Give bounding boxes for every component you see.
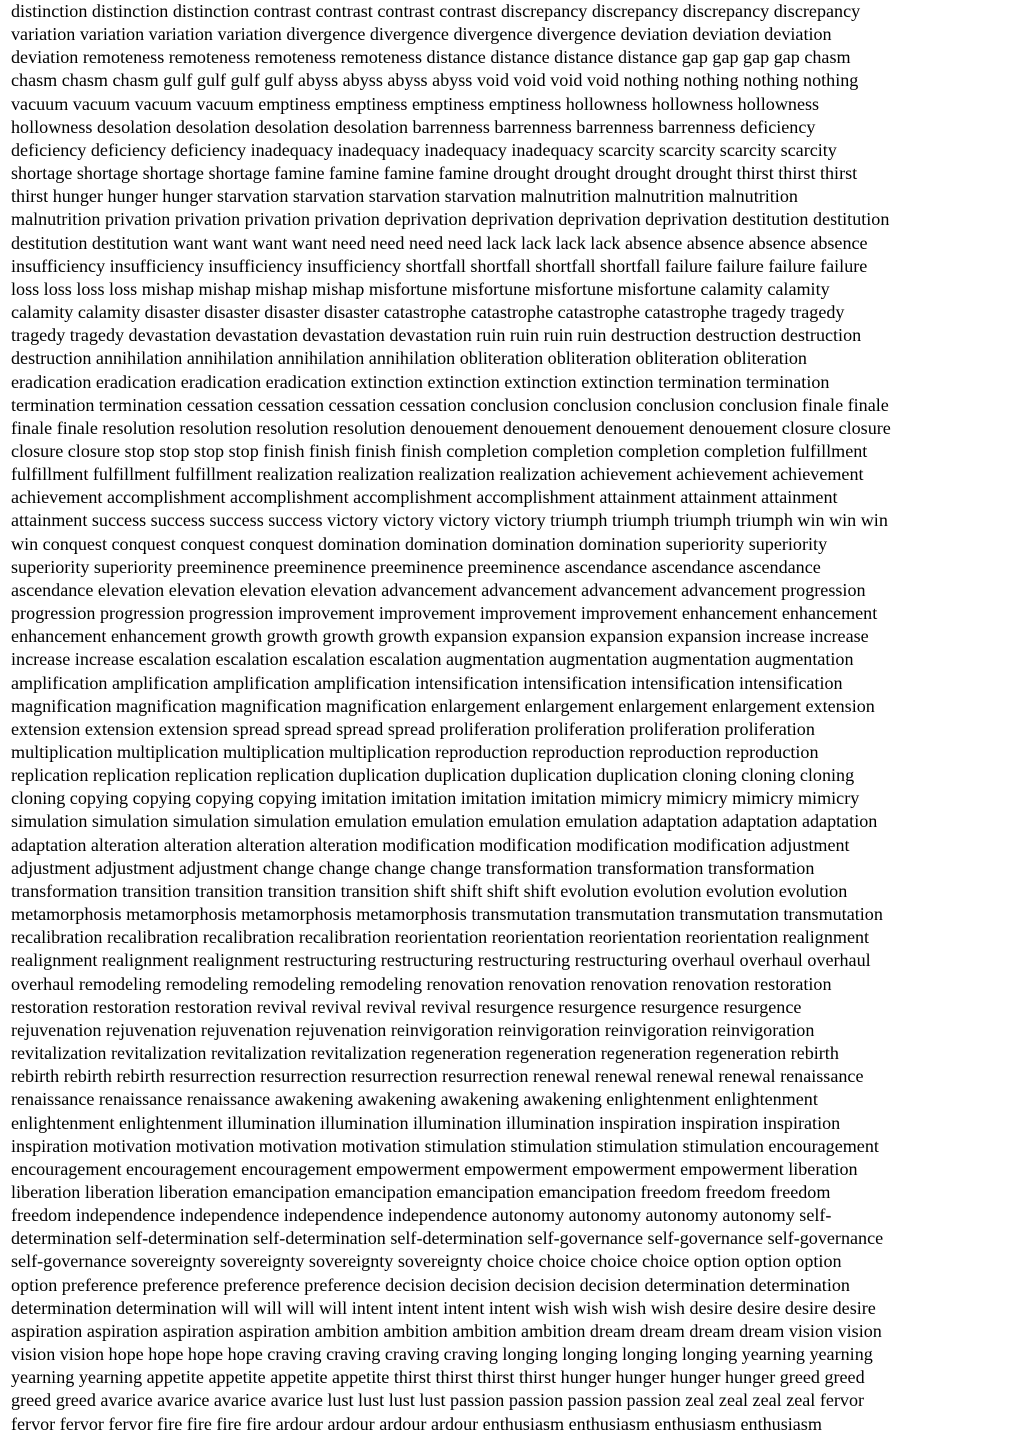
text-line: increase increase escalation escalation escalation escalation augmentation augmentation augmentation augmentation [11, 649, 854, 670]
text-line: self-governance sovereignty sovereignty sovereignty sovereignty choice choice choice choice option option option [11, 1251, 842, 1272]
text-line: fervor fervor fervor fire fire fire fire ardour ardour ardour ardour enthusiasm enthusiasm enthusiasm enthusiasm [11, 1413, 822, 1434]
text-line: determination self-determination self-determination self-determination self-governance self-governance self-governance [11, 1228, 884, 1249]
text-line: eradication eradication eradication eradication extinction extinction extinction extinction termination termination [11, 371, 830, 392]
text-line: tragedy tragedy devastation devastation devastation devastation ruin ruin ruin ruin destruction destruction destruction [11, 325, 862, 346]
text-line: fulfillment fulfillment fulfillment realization realization realization realization achievement achievement achievement [11, 464, 864, 485]
text-line: hollowness desolation desolation desolation desolation barrenness barrenness barrenness barrenness deficiency [11, 116, 816, 137]
text-line: achievement accomplishment accomplishment accomplishment accomplishment attainment attainment attainment [11, 487, 838, 508]
text-line: magnification magnification magnification magnification enlargement enlargement enlargement enlargement extension [11, 695, 875, 716]
text-line: amplification amplification amplification amplification intensification intensification intensification intensification [11, 672, 843, 693]
text-line: yearning yearning appetite appetite appetite appetite thirst thirst thirst thirst hunger hunger hunger hunger greed greed [11, 1367, 865, 1388]
body-paragraph [11, 0, 1016, 1436]
text-line: vision vision hope hope hope hope craving craving craving craving longing longing longing longing yearning yearning [11, 1344, 873, 1365]
text-line: encouragement encouragement encouragement empowerment empowerment empowerment empowerment liberation [11, 1158, 858, 1179]
text-line: variation variation variation variation divergence divergence divergence divergence deviation deviation deviation [11, 24, 832, 45]
text-line: termination termination cessation cessation cessation cessation conclusion conclusion conclusion conclusion finale finale [11, 394, 889, 415]
text-line: progression progression progression improvement improvement improvement improvement enhancement enhancement [11, 603, 878, 624]
text-line: aspiration aspiration aspiration aspiration ambition ambition ambition ambition dream dream dream dream vision vision [11, 1320, 882, 1341]
text-line: renaissance renaissance renaissance awakening awakening awakening awakening enlightenment enlightenment [11, 1089, 818, 1110]
text-line: extension extension extension spread spread spread spread proliferation proliferation proliferation proliferation [11, 718, 815, 739]
text-line: transformation transition transition transition transition shift shift shift shift evolution evolution evolution evolution [11, 880, 848, 901]
text-line: loss loss loss loss mishap mishap mishap mishap misfortune misfortune misfortune misfortune calamity calamity [11, 278, 830, 299]
text-line: deficiency deficiency deficiency inadequacy inadequacy inadequacy inadequacy scarcity scarcity scarcity scarcity [11, 139, 837, 160]
text-line: rebirth rebirth rebirth resurrection resurrection resurrection resurrection renewal renewal renewal renewal renaissance [11, 1066, 864, 1087]
text-line: closure closure stop stop stop stop finish finish finish finish completion completion completion completion fulfillment [11, 440, 868, 461]
text-line: metamorphosis metamorphosis metamorphosis metamorphosis transmutation transmutation transmutation transmutation [11, 904, 883, 925]
text-line: revitalization revitalization revitalization revitalization regeneration regeneration regeneration regeneration rebirth [11, 1043, 839, 1064]
text-line: overhaul remodeling remodeling remodeling remodeling renovation renovation renovation renovation restoration [11, 973, 832, 994]
text-line: chasm chasm chasm gulf gulf gulf gulf abyss abyss abyss abyss void void void void nothing nothing nothing nothing [11, 70, 859, 91]
text-line: calamity calamity disaster disaster disaster disaster catastrophe catastrophe catastrophe catastrophe tragedy tragedy [11, 302, 845, 323]
text-line: enhancement enhancement growth growth growth growth expansion expansion expansion expansion increase increase [11, 626, 869, 647]
text-line: superiority superiority preeminence preeminence preeminence preeminence ascendance ascendance ascendance [11, 556, 821, 577]
text-line: insufficiency insufficiency insufficiency insufficiency shortfall shortfall shortfall shortfall failure failure failure failure [11, 255, 868, 276]
text-line: attainment success success success success victory victory victory victory triumph triumph triumph triumph win win win [11, 510, 888, 531]
text-line: finale finale resolution resolution resolution resolution denouement denouement denouement denouement closure closure [11, 417, 891, 438]
text-line: cloning copying copying copying copying imitation imitation imitation imitation mimicry mimicry mimicry mimicry [11, 788, 860, 809]
text-line: destruction annihilation annihilation annihilation annihilation obliteration obliteration obliteration obliteration [11, 348, 807, 369]
text-line: realignment realignment realignment restructuring restructuring restructuring restructuring overhaul overhaul overhaul [11, 950, 871, 971]
text-line: inspiration motivation motivation motivation motivation stimulation stimulation stimulation stimulation encouragement [11, 1135, 879, 1156]
text-line: determination determination will will will will intent intent intent intent wish wish wish wish desire desire desire desire [11, 1297, 876, 1318]
text-line: multiplication multiplication multiplication multiplication reproduction reproduction reproduction reproduction [11, 742, 819, 762]
text-line: malnutrition privation privation privation privation deprivation deprivation deprivation deprivation destitution destitution [11, 209, 890, 230]
text-line: greed greed avarice avarice avarice avarice lust lust lust lust passion passion passion passion zeal zeal zeal zeal fervor [11, 1390, 865, 1411]
text-line: freedom independence independence independence independence autonomy autonomy autonomy autonomy self- [11, 1205, 832, 1226]
text-line: option preference preference preference preference decision decision decision decision determination determination [11, 1274, 850, 1295]
text-line: thirst hunger hunger hunger starvation starvation starvation starvation malnutrition malnutrition malnutrition [11, 186, 798, 207]
text-line: shortage shortage shortage shortage famine famine famine famine drought drought drought drought thirst thirst thirst [11, 163, 858, 184]
text-line: replication replication replication replication duplication duplication duplication duplication cloning cloning cloning [11, 765, 855, 786]
text-line: restoration restoration restoration revival revival revival revival resurgence resurgence resurgence resurgence [11, 996, 802, 1017]
text-line: liberation liberation liberation emancipation emancipation emancipation emancipation freedom freedom freedom [11, 1181, 831, 1202]
text-line: adjustment adjustment adjustment change change change change transformation transformation transformation [11, 857, 815, 878]
text-line: adaptation alteration alteration alteration alteration modification modification modification modification adjustment [11, 834, 850, 855]
text-line: deviation remoteness remoteness remoteness remoteness distance distance distance distance gap gap gap gap chasm [11, 47, 851, 68]
text-line: distinction distinction distinction contrast contrast contrast contrast discrepancy discrepancy discrepancy discrepancy [11, 1, 861, 21]
text-line: vacuum vacuum vacuum vacuum emptiness emptiness emptiness emptiness hollowness hollowness hollowness [11, 93, 820, 114]
text-line: recalibration recalibration recalibration recalibration reorientation reorientation reorientation reorientation realignment [11, 927, 870, 948]
text-line: win conquest conquest conquest conquest domination domination domination domination superiority superiority [11, 533, 828, 554]
text-line: ascendance elevation elevation elevation elevation advancement advancement advancement advancement progression [11, 579, 866, 600]
text-line: enlightenment enlightenment illumination illumination illumination illumination inspiration inspiration inspiration [11, 1112, 841, 1133]
text-line: simulation simulation simulation simulation emulation emulation emulation emulation adaptation adaptation adaptation [11, 811, 878, 832]
text-line: rejuvenation rejuvenation rejuvenation rejuvenation reinvigoration reinvigoration reinvigoration reinvigoration [11, 1019, 815, 1040]
text-line: destitution destitution want want want want need need need need lack lack lack lack absence absence absence absence [11, 232, 868, 253]
